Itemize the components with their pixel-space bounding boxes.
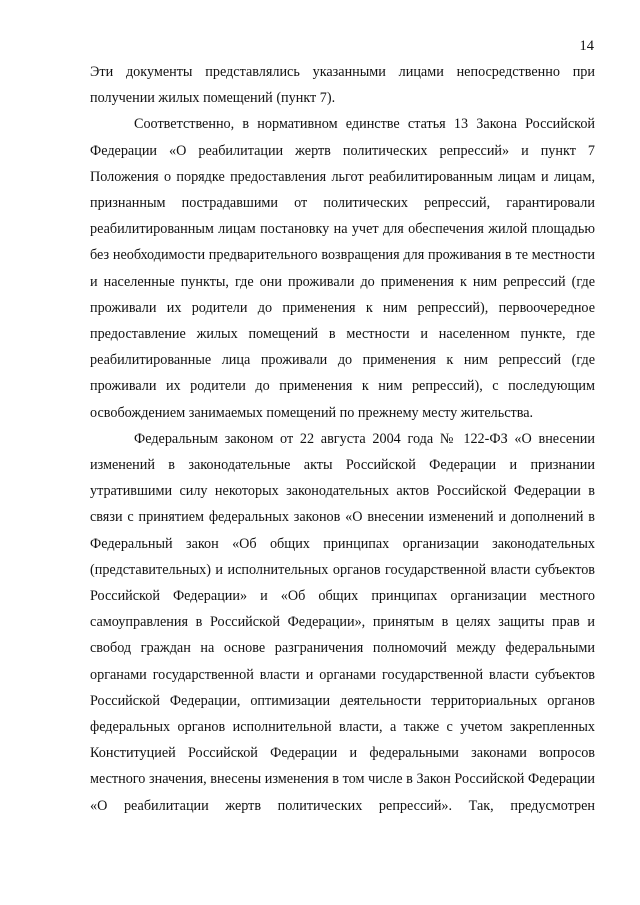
paragraph-federal-law-122: Федеральным законом от 22 августа 2004 года № 122-ФЗ «О внесении изменений в законодательные акты Российской Федерации и признании утратившими силу некоторых законодательных актов Российской Федерации в связи с принятием федеральных законов «О внесении изменений и дополнений в Федеральный закон «Об общих принципах организации законодательных (представительных) и исполнительных органов государственной власти субъектов Российской Федерации» и «Об общих принципах организации местного самоуправления в Российской Федерации», принятым в целях защиты прав и свобод граждан на основе разграничения полномочий между федеральными органами государственной власти и органами государственной власти субъектов Российской Федерации, оптимизации деятельности территориальных органов федеральных органов исполнительной власти, а также с учетом закрепленных Конституцией Российской Федерации и федеральными законами вопросов местного значения, внесены изменения в том числе в Закон Российской Федерации «О реабилитации жертв политических репрессий». Так, предусмотрен: [90, 430, 595, 814]
page-number: 14: [579, 38, 594, 54]
paragraph-continuation: Эти документы представлялись указанными лицами непосредственно при получении жилых помещений (пункт 7).: [90, 64, 595, 107]
paragraph-article-13: Соответственно, в нормативном единстве статья 13 Закона Российской Федерации «О реабилитации жертв политических репрессий» и пункт 7 Положения о порядке предоставления льгот реабилитированным лицам и лицам, признанным пострадавшими от политических репрессий, гарантировали реабилитированным лицам постановку на учет для обеспечения жилой площадью без необходимости предварительного возвращения для проживания в те местности и населенные пункты, где они проживали до применения к ним репрессий (где проживали их родители до применения к ним репрессий), первоочередное предоставление жилых помещений в местности и населенном пункте, где реабилитированные лица проживали до применения к ним репрессий (где проживали их родители до применения к ним репрессий), с последующим освобождением занимаемых помещений по прежнему месту жительства.: [90, 116, 595, 421]
document-body: [90, 59, 595, 819]
